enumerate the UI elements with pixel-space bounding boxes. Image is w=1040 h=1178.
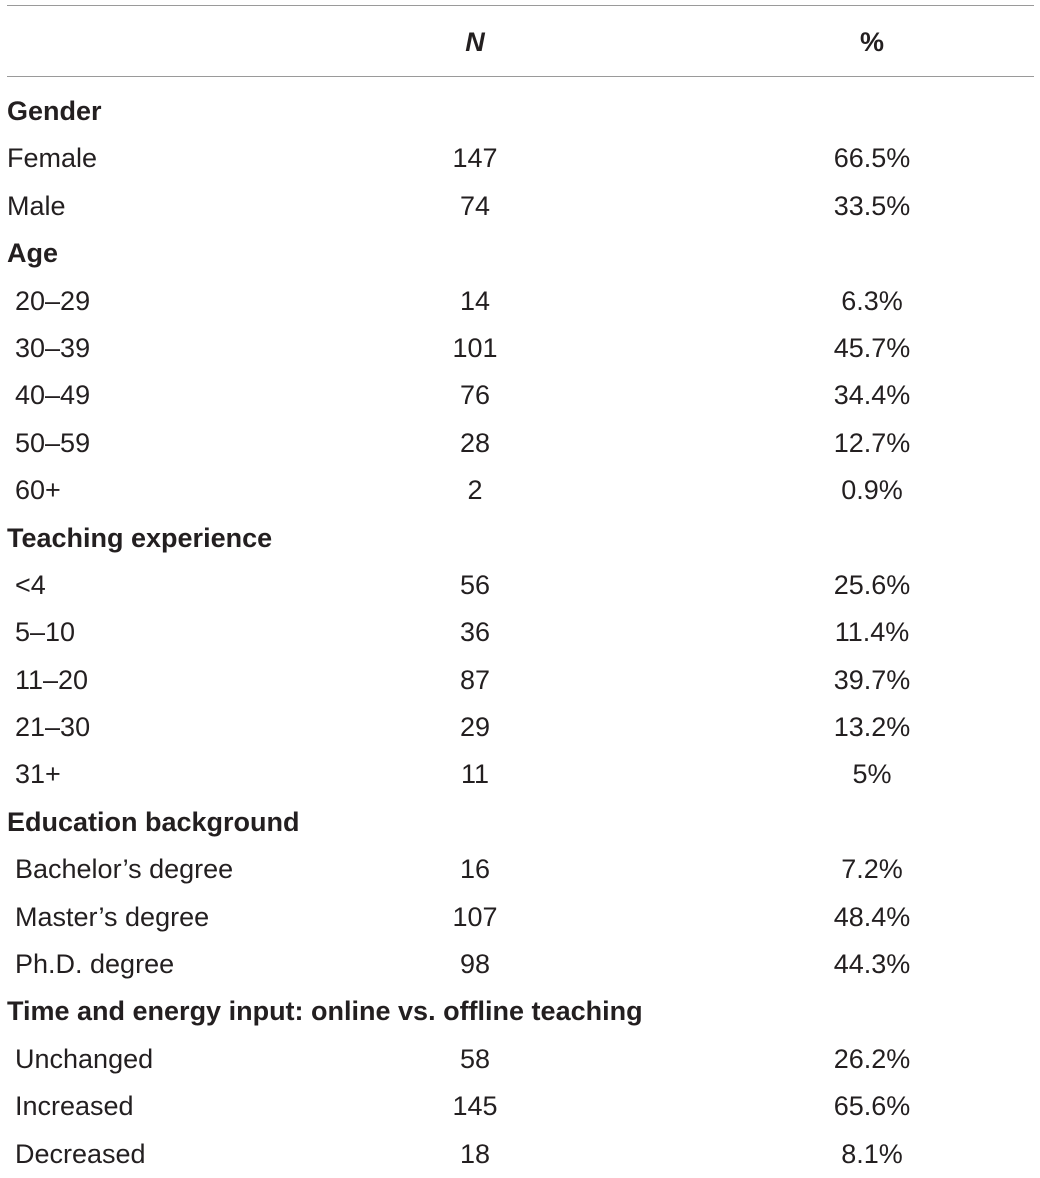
table-row <box>0 751 1040 798</box>
row-label: 20–29 <box>15 285 91 316</box>
table-row <box>0 609 1040 656</box>
row-percent-value: 45.7% <box>833 332 911 363</box>
table-row <box>0 894 1040 941</box>
section-label: Age <box>7 238 59 269</box>
row-n-value: 101 <box>452 332 498 363</box>
row-percent-value: 48.4% <box>833 901 911 932</box>
table-body <box>0 88 1040 1178</box>
row-percent-value: 44.3% <box>833 949 911 980</box>
section-label: Time and energy input: online vs. offline teaching <box>7 996 643 1027</box>
row-label: Male <box>7 190 66 221</box>
row-n-value: 98 <box>459 949 491 980</box>
row-n-value: 14 <box>459 285 491 316</box>
row-percent-value: 0.9% <box>841 475 903 506</box>
header-n: N <box>465 27 485 57</box>
row-percent-value: 33.5% <box>833 190 911 221</box>
table-row <box>0 372 1040 419</box>
header-percent: % <box>859 27 884 57</box>
table-row <box>0 1083 1040 1130</box>
row-percent-value: 65.6% <box>833 1091 911 1122</box>
row-label: Female <box>7 143 98 174</box>
row-label: 5–10 <box>15 617 76 648</box>
row-n-value: 74 <box>459 190 491 221</box>
table-row <box>0 846 1040 893</box>
row-label: Decreased <box>15 1138 146 1169</box>
row-label: Ph.D. degree <box>15 949 175 980</box>
row-n-value: 107 <box>452 901 498 932</box>
row-label: 21–30 <box>15 712 91 743</box>
row-percent-value: 7.2% <box>841 854 903 885</box>
table-row <box>0 1131 1040 1178</box>
row-percent-value: 66.5% <box>833 143 911 174</box>
table-top-rule <box>7 5 1034 6</box>
table-header-row <box>0 14 1040 70</box>
row-label: 11–20 <box>15 664 89 695</box>
section-header-row <box>0 230 1040 277</box>
table-row <box>0 325 1040 372</box>
row-percent-value: 12.7% <box>833 427 911 458</box>
table-row <box>0 657 1040 704</box>
row-percent-value: 13.2% <box>833 712 911 743</box>
row-n-value: 11 <box>460 759 490 790</box>
row-label: 60+ <box>15 475 61 506</box>
row-label: 31+ <box>15 759 61 790</box>
table-row <box>0 704 1040 751</box>
table-row <box>0 941 1040 988</box>
table-row <box>0 467 1040 514</box>
table-row <box>0 562 1040 609</box>
row-n-value: 56 <box>459 569 491 600</box>
row-n-value: 16 <box>459 854 491 885</box>
section-header-row <box>0 515 1040 562</box>
row-n-value: 87 <box>459 664 491 695</box>
row-percent-value: 11.4% <box>834 617 910 648</box>
table-row <box>0 1036 1040 1083</box>
table-header-rule <box>7 76 1034 77</box>
section-header-row <box>0 88 1040 135</box>
row-percent-value: 6.3% <box>841 285 903 316</box>
table-row <box>0 278 1040 325</box>
row-n-value: 58 <box>459 1043 491 1074</box>
row-percent-value: 8.1% <box>841 1138 903 1169</box>
row-n-value: 36 <box>459 617 491 648</box>
section-header-row <box>0 799 1040 846</box>
row-n-value: 2 <box>467 475 483 506</box>
table-row <box>0 135 1040 182</box>
row-n-value: 29 <box>459 712 491 743</box>
row-n-value: 76 <box>459 380 491 411</box>
row-n-value: 18 <box>459 1138 491 1169</box>
table-row <box>0 420 1040 467</box>
row-n-value: 145 <box>452 1091 498 1122</box>
row-label: Increased <box>15 1091 134 1122</box>
row-label: Unchanged <box>15 1043 154 1074</box>
row-percent-value: 34.4% <box>833 380 911 411</box>
section-label: Education background <box>7 806 300 837</box>
row-n-value: 147 <box>452 143 498 174</box>
section-label: Gender <box>7 96 102 126</box>
row-percent-value: 26.2% <box>833 1043 911 1074</box>
row-percent-value: 39.7% <box>833 664 911 695</box>
row-label: 30–39 <box>15 332 91 363</box>
section-header-row <box>0 988 1040 1035</box>
table-row <box>0 183 1040 230</box>
section-label: Teaching experience <box>7 522 273 553</box>
row-label: Bachelor’s degree <box>15 854 234 885</box>
row-label: Master’s degree <box>15 901 210 932</box>
row-label: <4 <box>15 569 46 600</box>
row-percent-value: 25.6% <box>833 569 911 600</box>
row-label: 50–59 <box>15 427 91 458</box>
row-percent-value: 5% <box>852 759 892 790</box>
row-label: 40–49 <box>15 380 91 411</box>
row-n-value: 28 <box>459 427 491 458</box>
